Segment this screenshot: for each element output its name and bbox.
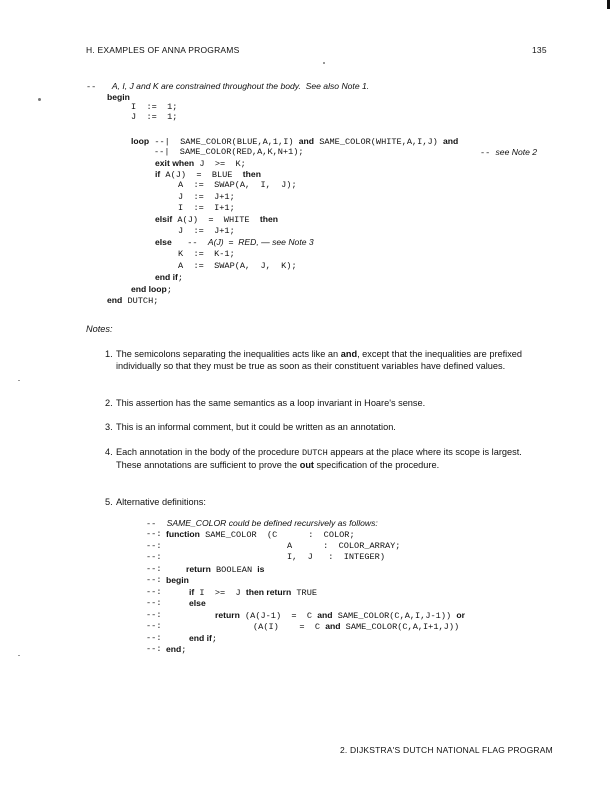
code-line: J := J+1; bbox=[178, 192, 235, 202]
alt-prefix: --: bbox=[146, 541, 162, 551]
alt-prefix: --: bbox=[146, 587, 162, 597]
code-elsif-line: elsif A(J) = WHITE then bbox=[155, 214, 279, 225]
code-end-loop: end loop; bbox=[131, 284, 172, 295]
code-line: I := I+1; bbox=[178, 203, 235, 213]
alt-return-line: return BOOLEAN is bbox=[186, 564, 265, 575]
code-line: J := 1; bbox=[131, 112, 178, 122]
code-line: J := J+1; bbox=[178, 226, 235, 236]
alt-else: else bbox=[189, 598, 206, 608]
code-begin: begin bbox=[107, 92, 130, 102]
page-number: 135 bbox=[532, 45, 547, 55]
alt-prefix: --: bbox=[146, 644, 162, 654]
code-line: I := 1; bbox=[131, 102, 178, 112]
alt-prefix: --: bbox=[146, 621, 162, 631]
alt-prefix: --: bbox=[146, 564, 162, 574]
alt-end: end; bbox=[166, 644, 187, 655]
running-footer: 2. DIJKSTRA'S DUTCH NATIONAL FLAG PROGRAM bbox=[340, 745, 553, 755]
alt-prefix: --: bbox=[146, 552, 162, 562]
alt-prefix: --: bbox=[146, 610, 162, 620]
alt-prefix: --: bbox=[146, 575, 162, 585]
code-line: K := K-1; bbox=[178, 249, 235, 259]
alt-function-line: function SAME_COLOR (C : COLOR; bbox=[166, 529, 355, 540]
running-header: H. EXAMPLES OF ANNA PROGRAMS bbox=[86, 45, 240, 55]
scan-speck bbox=[38, 98, 41, 101]
alt-return3-line: (A(I) = C and SAME_COLOR(C,A,I+1,J)) bbox=[253, 621, 460, 632]
alt-end-if: end if; bbox=[189, 633, 218, 644]
alt-prefix: --: bbox=[146, 633, 162, 643]
code-if-line: if A(J) = BLUE then bbox=[155, 169, 261, 180]
alt-begin: begin bbox=[166, 575, 189, 585]
code-end-dutch: end DUTCH; bbox=[107, 295, 159, 306]
scan-speck bbox=[18, 655, 20, 656]
code-else-line: else -- A(J) = RED, — see Note 3 bbox=[155, 237, 314, 248]
alt-line: A : COLOR_ARRAY; bbox=[287, 541, 401, 551]
code-end-if: end if; bbox=[155, 272, 184, 283]
code-line: A := SWAP(A, J, K); bbox=[178, 261, 297, 271]
alt-prefix: --: bbox=[146, 529, 162, 539]
scan-speck bbox=[323, 62, 325, 64]
alt-line: I, J : INTEGER) bbox=[287, 552, 385, 562]
code-line: A := SWAP(A, I, J); bbox=[178, 180, 297, 190]
alt-if-line: if I >= J then return TRUE bbox=[189, 587, 318, 598]
code-note-ref: -- see Note 2 bbox=[480, 147, 538, 158]
scan-edge-mark bbox=[607, 0, 610, 9]
alt-comment: -- SAME_COLOR could be defined recursively as follows: bbox=[146, 518, 378, 529]
notes-heading: Notes: bbox=[86, 324, 113, 334]
code-comment-line: -- A, I, J and K are constrained throughout the body. See also Note 1. bbox=[86, 81, 370, 92]
alt-return2-line: return (A(J-1) = C and SAME_COLOR(C,A,I,J-1)) or bbox=[215, 610, 465, 621]
code-exit-line: exit when J >= K; bbox=[155, 158, 246, 169]
code-line: --| SAME_COLOR(RED,A,K,N+1); bbox=[154, 147, 304, 157]
code-loop-line: loop --| SAME_COLOR(BLUE,A,1,I) and SAME_COLOR(WHITE,A,I,J) and bbox=[131, 136, 459, 147]
alt-prefix: --: bbox=[146, 598, 162, 608]
scan-speck bbox=[18, 380, 20, 381]
